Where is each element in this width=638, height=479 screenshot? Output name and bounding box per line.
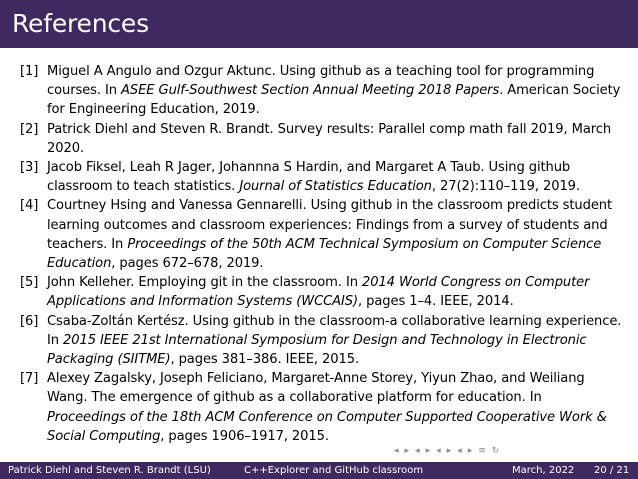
reference-text: , pages 1906–1917, 2015. <box>160 428 329 444</box>
slide-title: References <box>12 9 149 38</box>
reference-venue: ASEE Gulf-Southwest Section Annual Meeting 2018 Papers <box>121 83 500 99</box>
nav-align-icon[interactable]: ≡ <box>478 446 486 456</box>
nav-prev-subsection-icon[interactable]: ◂ <box>415 446 420 456</box>
reference-item <box>20 120 622 158</box>
reference-number: [3] <box>20 160 39 176</box>
nav-prev-section-icon[interactable]: ◂ <box>436 446 441 456</box>
reference-item <box>20 369 622 446</box>
footer-authors: Patrick Diehl and Steven R. Brandt (LSU) <box>8 465 211 476</box>
reference-text: Patrick Diehl and Steven R. Brandt. Survey results: Parallel comp math fall 2019, March 2020. <box>47 121 612 156</box>
reference-item <box>20 62 622 120</box>
nav-prev-slide-icon[interactable]: ◂ <box>457 446 462 456</box>
nav-next-section-icon[interactable]: ▸ <box>446 446 452 456</box>
footer-date: March, 2022 <box>512 465 575 476</box>
reference-venue: Proceedings of the 18th ACM Conference on Computer Supported Cooperative Work & Social Computing <box>47 409 607 444</box>
reference-text: . American Society for Engineering Education, 2019. <box>47 83 621 118</box>
reference-text: , pages 1–4. IEEE, 2014. <box>358 294 514 310</box>
reference-text: , pages 381–386. IEEE, 2015. <box>170 352 360 368</box>
footer-talk-title: C++Explorer and GitHub classroom <box>244 465 424 476</box>
reference-text: John Kelleher. Employing git in the classroom. In <box>47 275 362 291</box>
nav-next-slide-icon[interactable]: ▸ <box>467 446 473 456</box>
reference-list <box>20 62 622 446</box>
reference-text: Jacob Fiksel, Leah R Jager, Johannna S Hardin, and Margaret A Taub. Using github classroom to teach statistics. <box>47 160 571 195</box>
reference-venue: Journal of Statistics Education <box>239 179 432 195</box>
footer-bar <box>0 462 638 479</box>
reference-text: , 27(2):110–119, 2019. <box>431 179 580 195</box>
reference-item <box>20 196 622 273</box>
reference-item <box>20 312 622 370</box>
search-icon[interactable]: ↻ <box>491 446 500 456</box>
reference-text: Miguel A Angulo and Ozgur Aktunc. Using github as a teaching tool for programming courses. In <box>47 64 595 99</box>
reference-number: [5] <box>20 275 39 291</box>
reference-venue: 2014 World Congress on Computer Applications and Information Systems (WCCAIS) <box>47 275 590 310</box>
reference-venue: Proceedings of the 50th ACM Technical Symposium on Computer Science Education <box>47 236 602 272</box>
reference-text: , pages 672–678, 2019. <box>111 256 264 272</box>
reference-number: [1] <box>20 64 39 79</box>
reference-number: [7] <box>20 371 39 387</box>
nav-next-subsection-icon[interactable]: ▸ <box>425 446 431 456</box>
reference-text: Courtney Hsing and Vanessa Gennarelli. Using github in the classroom predicts student learning outcomes and classroom experiences: Findings from a survey of students and teachers. In <box>47 198 613 252</box>
title-bar <box>0 0 638 48</box>
beamer-navigation <box>394 444 499 458</box>
footer-page-number: 20 / 21 <box>594 465 630 476</box>
reference-item <box>20 273 622 311</box>
reference-text: Alexey Zagalsky, Joseph Feliciano, Margaret-Anne Storey, Yiyun Zhao, and Weiliang Wang. The emergence of github as a collaborative platform for education. In <box>47 371 585 406</box>
reference-item <box>20 158 622 196</box>
reference-venue: 2015 IEEE 21st International Symposium for Design and Technology in Electronic Packaging (SIITME) <box>47 332 587 368</box>
reference-number: [2] <box>20 121 39 137</box>
nav-prev-frame-icon[interactable]: ◂ <box>394 446 399 456</box>
nav-next-frame-icon[interactable]: ▸ <box>404 446 410 456</box>
reference-number: [4] <box>20 198 39 214</box>
reference-number: [6] <box>20 313 39 329</box>
reference-text: Csaba-Zoltán Kertész. Using github in the classroom-a collaborative learning experience. In <box>47 313 622 348</box>
